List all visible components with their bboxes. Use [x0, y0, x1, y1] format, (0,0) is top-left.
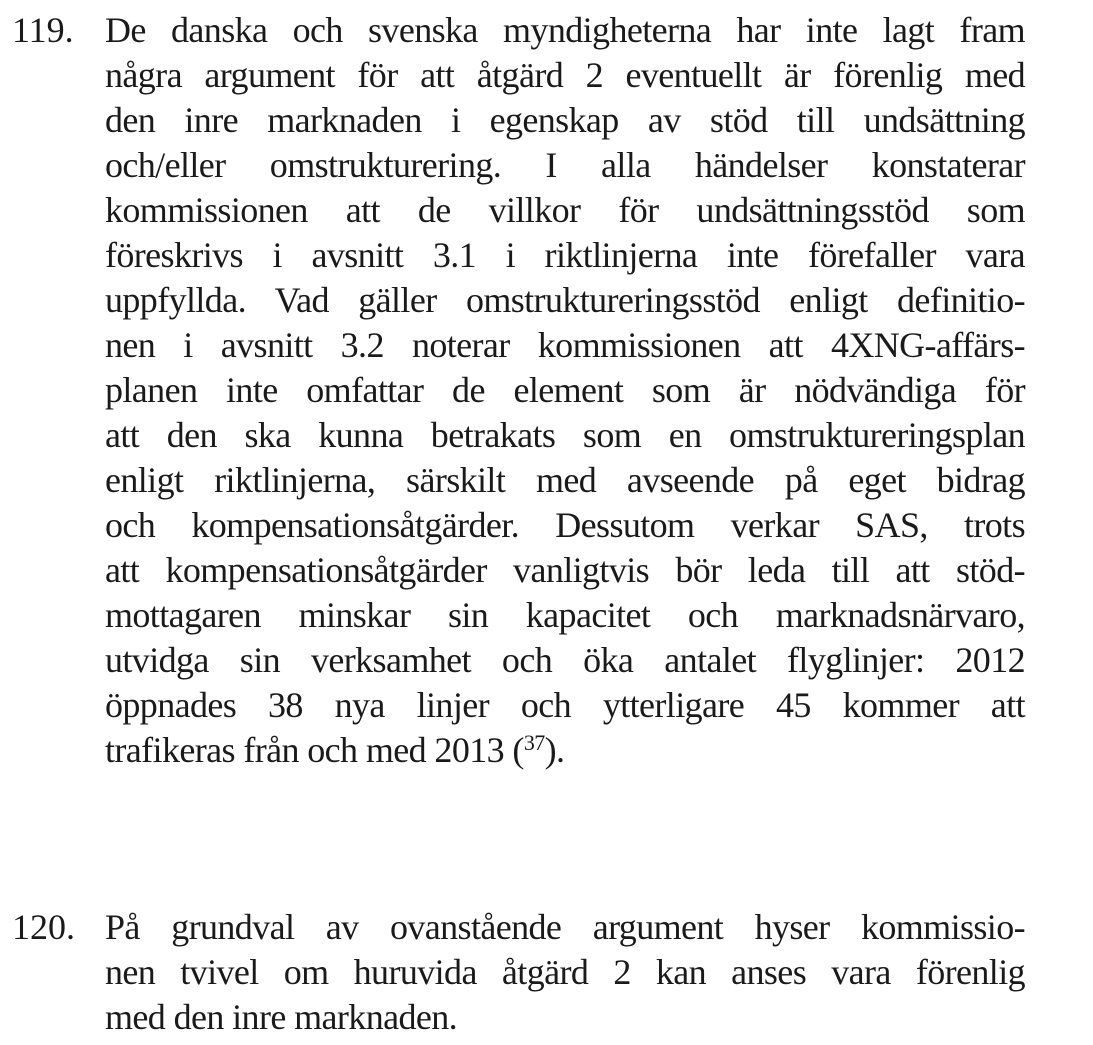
text-line: och/eller omstrukturering. I alla händelser konstaterar — [105, 145, 1025, 185]
text-line: öppnades 38 nya linjer och ytterligare 45 kommer att — [105, 685, 1025, 725]
text-line: kommissionen att de villkor för undsättningsstöd som — [105, 190, 1025, 230]
text-line: uppfyllda. Vad gäller omstruktureringsstöd enligt definitio- — [105, 280, 1025, 320]
text-line: På grundval av ovanstående argument hyser kommissio- — [105, 907, 1025, 947]
text-line: att kompensationsåtgärder vanligtvis bör leda till att stöd- — [105, 550, 1025, 590]
text-line: mottagaren minskar sin kapacitet och marknadsnärvaro, — [105, 595, 1025, 635]
footnote-reference[interactable]: 37 — [523, 730, 545, 755]
text-line: några argument för att åtgärd 2 eventuellt är förenlig med — [105, 55, 1025, 95]
text-line-last — [105, 728, 1025, 773]
text-line: enligt riktlinjerna, särskilt med avseende på eget bidrag — [105, 460, 1025, 500]
text-fragment: ). — [544, 730, 565, 770]
text-line: nen i avsnitt 3.2 noterar kommissionen att 4XNG-affärs- — [105, 325, 1025, 365]
text-line: utvidga sin verksamhet och öka antalet flyglinjer: 2012 — [105, 640, 1025, 680]
paragraph-number: 120. — [12, 907, 75, 947]
text-line: den inre marknaden i egenskap av stöd till undsättning — [105, 100, 1025, 140]
text-line: De danska och svenska myndigheterna har inte lagt fram — [105, 10, 1025, 50]
text-fragment: trafikeras från och med 2013 ( — [105, 730, 524, 770]
text-line: nen tvivel om huruvida åtgärd 2 kan anses vara förenlig — [105, 952, 1025, 992]
text-line: planen inte omfattar de element som är nödvändiga för — [105, 370, 1025, 410]
text-line-last: med den inre marknaden. — [105, 997, 458, 1037]
text-line: och kompensationsåtgärder. Dessutom verkar SAS, trots — [105, 505, 1025, 545]
text-line: föreskrivs i avsnitt 3.1 i riktlinjerna inte förefaller vara — [105, 235, 1025, 275]
paragraph-number: 119. — [12, 10, 74, 50]
text-line: att den ska kunna betrakats som en omstruktureringsplan — [105, 415, 1025, 455]
